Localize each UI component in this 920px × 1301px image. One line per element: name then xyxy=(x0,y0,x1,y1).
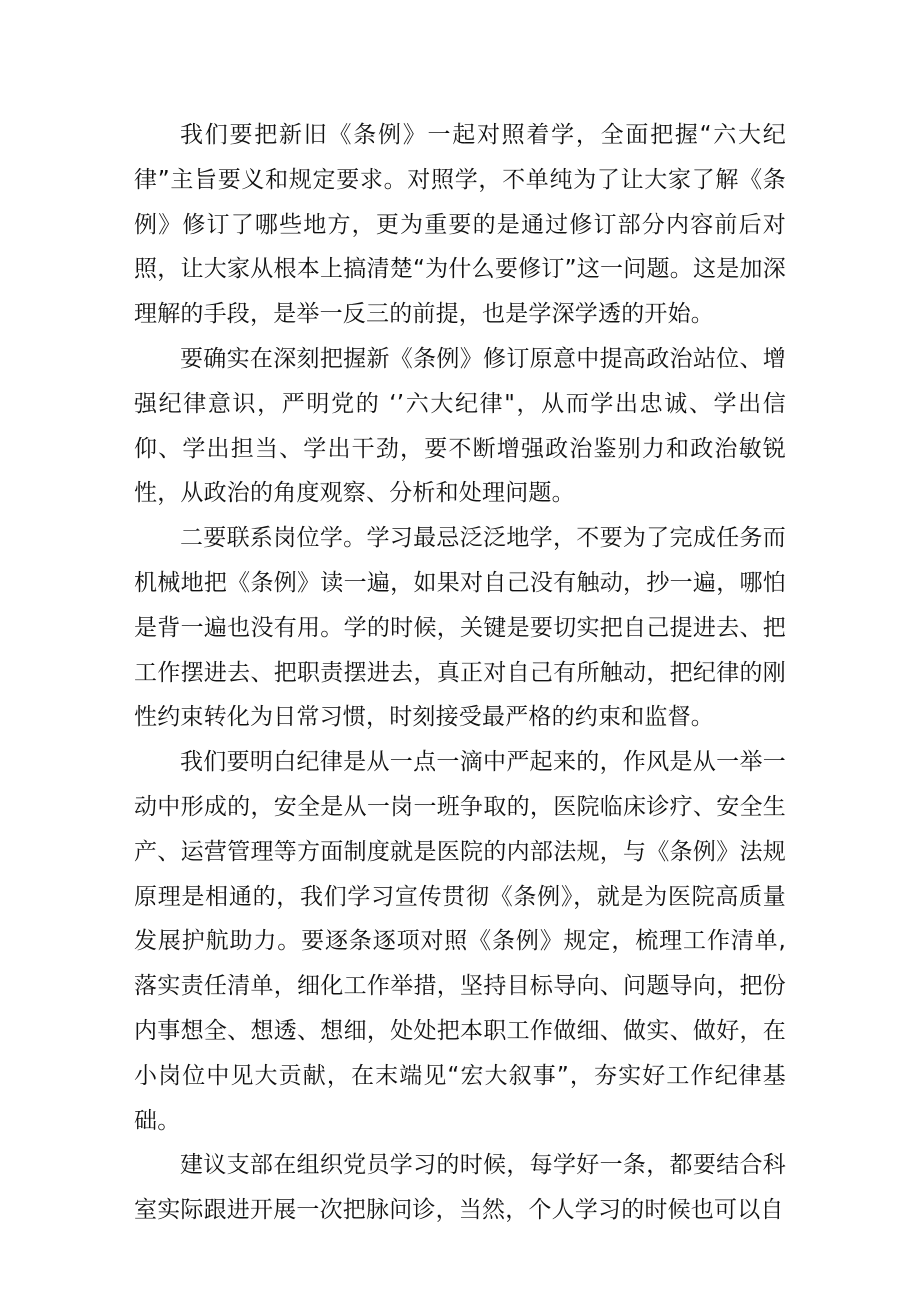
document-body xyxy=(134,113,786,1233)
paragraph-2: 要确实在深刻把握新《条例》修订原意中提高政治站位、增强纪律意识，严明党的 ‘’六大纪律"，从而学出忠诚、学出信仰、学出担当、学出干劲，要不断增强政治鉴别力和政治敏锐性，从政治的角度观察、分析和处理问题。 xyxy=(134,345,786,507)
paragraph-1: 我们要把新旧《条例》一起对照着学，全面把握“六大纪律”主旨要义和规定要求。对照学，不单纯为了让大家了解《条例》修订了哪些地方，更为重要的是通过修订部分内容前后对照，让大家从根本上搞清楚“为什么要修订”这一问题。这是加深理解的手段，是举一反三的前提，也是学深学透的开始。 xyxy=(134,122,786,328)
paragraph-3: 二要联系岗位学。学习最忌泛泛地学，不要为了完成任务而机械地把《条例》读一遍，如果对自己没有触动，抄一遍，哪怕是背一遍也没有用。学的时候，关键是要切实把自己提进去、把工作摆进去、把职责摆进去，真正对自己有所触动，把纪律的刚性约束转化为日常习惯，时刻接受最严格的约束和监督。 xyxy=(134,525,786,731)
paragraph-4: 我们要明白纪律是从一点一滴中严起来的，作风是从一举一动中形成的，安全是从一岗一班争取的，医院临床诊疗、安全生产、运营管理等方面制度就是医院的内部法规，与《条例》法规原理是相通的，我们学习宣传贯彻《条例》，就是为医院高质量发展护航助力。要逐条逐项对照《条例》规定，梳理工作清单,落实责任清单，细化工作举措，坚持目标导向、问题导向，把份内事想全、想透、想细，处处把本职工作做细、做实、做好，在小岗位中见大贡献，在末端见“宏大叙事”，夯实好工作纪律基础。 xyxy=(134,749,786,1134)
paragraph-5: 建议支部在组织党员学习的时候，每学好一条，都要结合科室实际跟进开展一次把脉问诊，当然，个人学习的时候也可以自 xyxy=(134,1152,786,1224)
